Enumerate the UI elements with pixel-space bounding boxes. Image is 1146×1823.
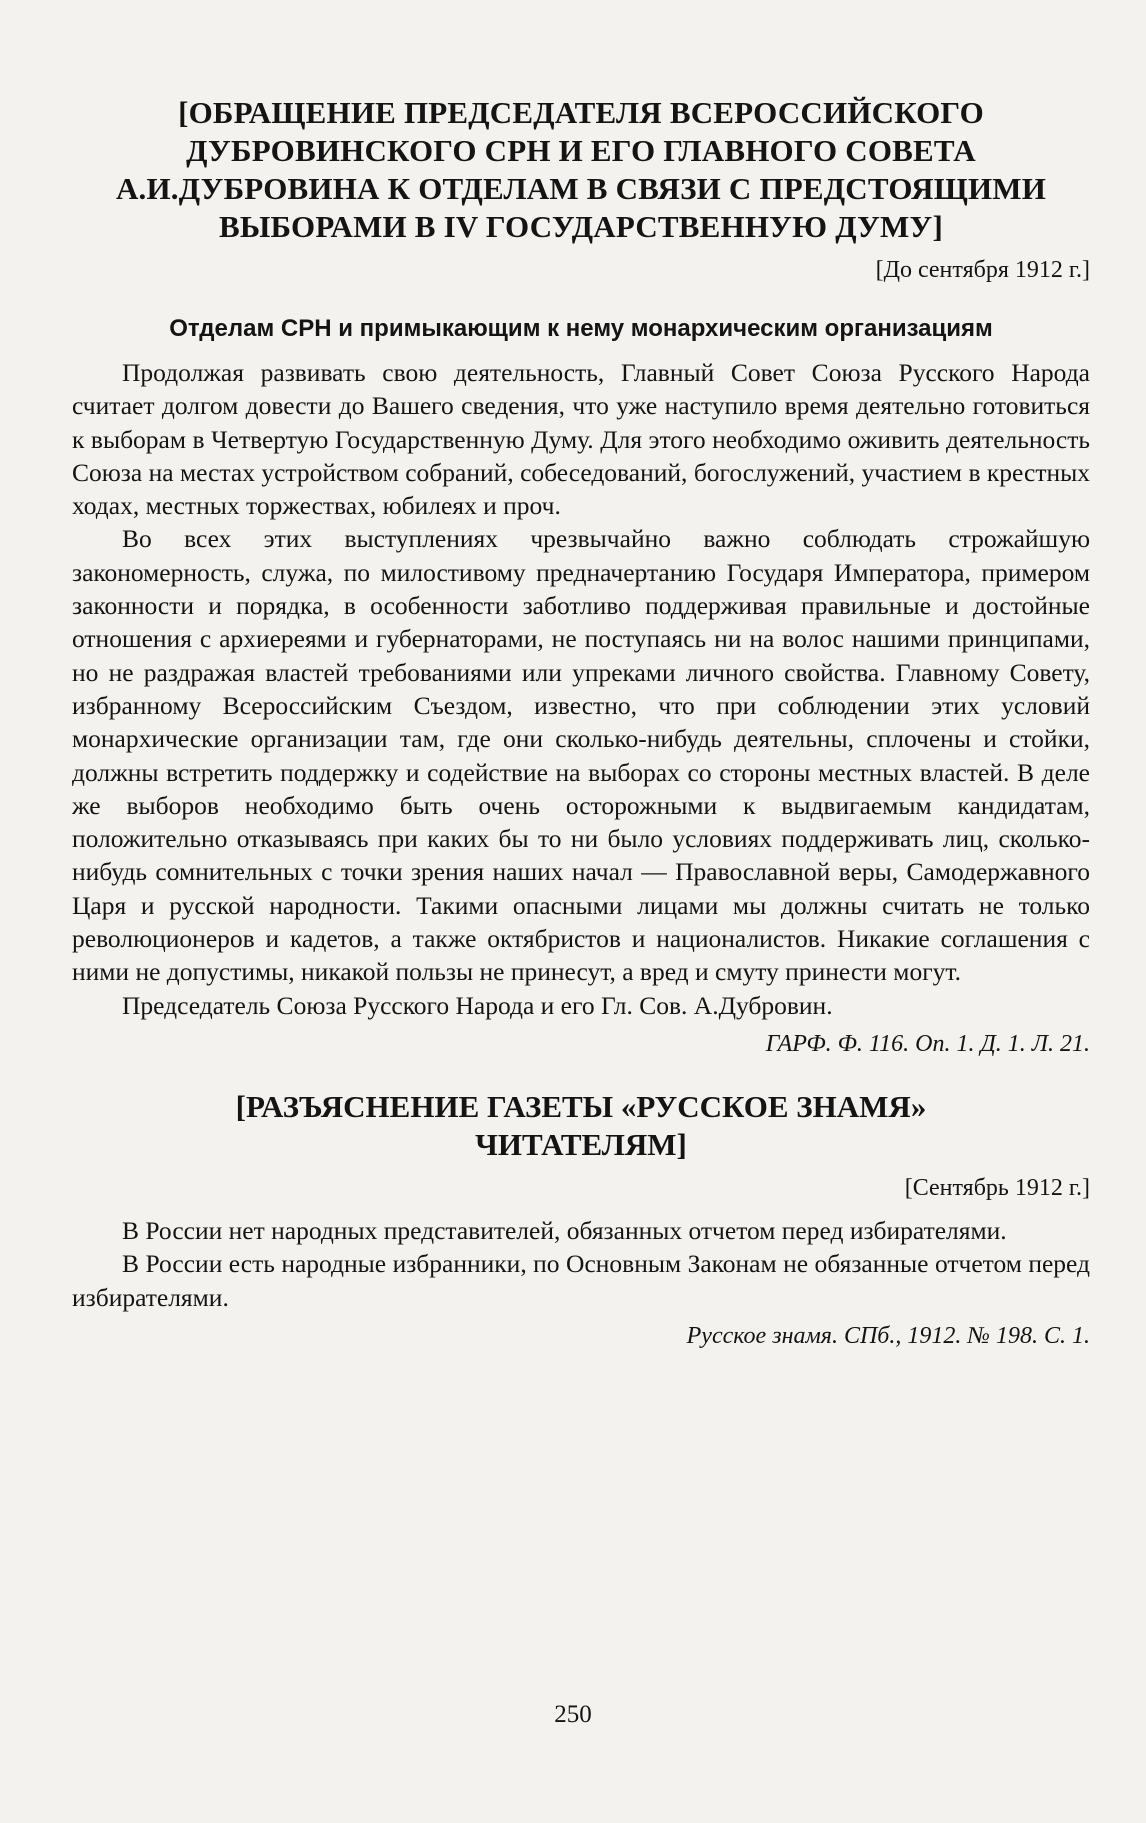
signature-line: Председатель Союза Русского Народа и его Гл. Сов. А.Дубровин. — [122, 990, 833, 1020]
archive-source: ГАРФ. Ф. 116. Оп. 1. Д. 1. Л. 21. — [765, 1030, 1090, 1057]
page-number: 250 — [554, 1701, 592, 1728]
document-date-2: [Сентябрь 1912 г.] — [904, 1174, 1090, 1201]
body-paragraph: Продолжая развивать свою деятельность, Главный Совет Союза Русского Народа считает долгом довести до Вашего сведения, что уже наступило время деятельно готовиться к выборам в Четвертую Государственную Думу. Для этого необходимо оживить деятельность Союза на местах устройством собраний, собеседований, богослужений, участием в крестных ходах, местных торжествах, юбилеях и проч. — [72, 358, 1090, 521]
body-paragraph-2: В России нет народных представителей, обязанных отчетом перед избирателями. — [122, 1215, 1007, 1245]
document-title: [ОБРАЩЕНИЕ ПРЕДСЕДАТЕЛЯ ВСЕРОССИЙСКОГО ДУБРОВИНСКОГО СРН И ЕГО ГЛАВНОГО СОВЕТА А.И.ДУБРОВИНА К ОТДЕЛАМ В СВЯЗИ С ПРЕДСТОЯЩИМИ ВЫБОРАМИ В IV ГОСУДАРСТВЕННУЮ ДУМУ] — [115, 95, 1047, 244]
document-date: [До сентября 1912 г.] — [875, 257, 1090, 283]
document-title-2: [РАЗЪЯСНЕНИЕ ГАЗЕТЫ «РУССКОЕ ЗНАМЯ» ЧИТАТЕЛЯМ] — [235, 1088, 927, 1162]
addressee-heading: Отделам СРН и примыкающим к нему монархическим организациям — [169, 315, 993, 342]
body-paragraph-2: В России есть народные избранники, по Основным Законам не обязанные отчетом перед избирателями. — [72, 1249, 1090, 1312]
newspaper-source: Русское знамя. СПб., 1912. № 198. С. 1. — [686, 1322, 1090, 1349]
body-paragraph: Во всех этих выступлениях чрезвычайно важно соблюдать строжайшую закономерность, служа, по милостивому предначертанию Государя Императора, примером законности и порядка, в особенности заботливо поддерживая правильные и достойные отношения с архиереями и губернаторами, не поступаясь ни на волос нашими принципами, но не раздражая властей требованиями или упреками личного свойства. Главному Совету, избранному Всероссийским Съездом, известно, что при соблюдении этих условий монархические организации там, где они сколько-нибудь деятельны, сплочены и стойки, должны встретить поддержку и содействие на выборах со стороны местных властей. В деле же выборов необходимо быть очень осторожными к выдвигаемым кандидатам, положительно отказываясь при каких бы то ни было условиях поддерживать лиц, сколько-нибудь сомнительных с точки зрения наших начал — Православной веры, Самодержавного Царя и русской народности. Такими опасными лицами мы должны считать не только революционеров и кадетов, а также октябристов и националистов. Никакие соглашения с ними не допустимы, никакой пользы не принесут, а вред и смуту принести могут. — [72, 524, 1090, 987]
